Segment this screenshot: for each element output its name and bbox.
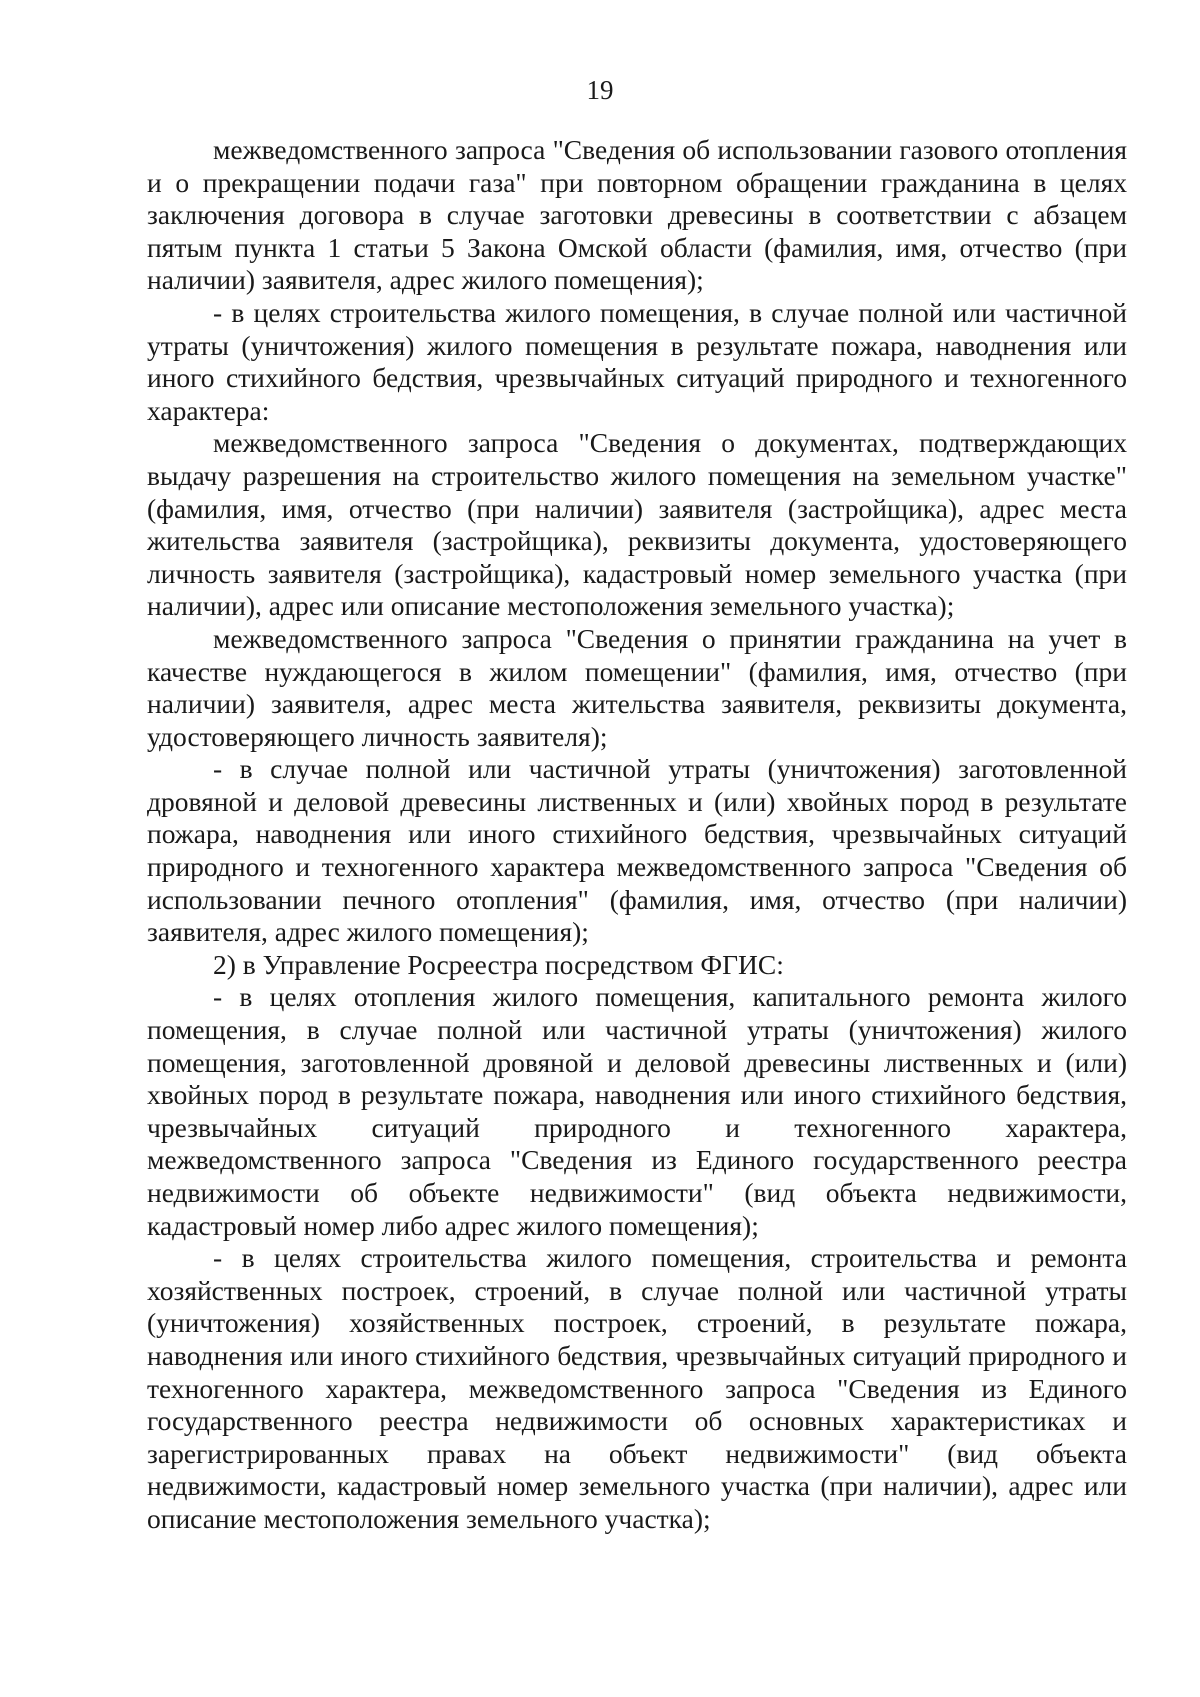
paragraph-building-permit-request: межведомственного запроса "Сведения о документах, подтверждающих выдачу разрешения на строительство жилого помещения на земельном участке" (фамилия, имя, отчество (при наличии) заявителя (застройщика), адрес места жительства заявителя (застройщика), реквизиты документа, удостоверяющего личность заявителя (застройщика), кадастровый номер земельного участка (при наличии), адрес или описание местоположения земельного участка); <box>147 427 1127 622</box>
paragraph-outbuildings-purpose: - в целях строительства жилого помещения, строительства и ремонта хозяйственных построек, строений, в случае полной или частичной утраты (уничтожения) хозяйственных построек, строений, в результате пожара, наводнения или иного стихийного бедствия, чрезвычайных ситуаций природного и техногенного характера, межведомственного запроса "Сведения из Единого государственного реестра недвижимости об основных характеристиках и зарегистрированных правах на объект недвижимости" (вид объекта недвижимости, кадастровый номер земельного участка (при наличии), адрес или описание местоположения земельного участка); <box>147 1242 1127 1534</box>
paragraph-heating-repair-purpose: - в целях отопления жилого помещения, капитального ремонта жилого помещения, в случае полной или частичной утраты (уничтожения) жилого помещения, заготовленной дровяной и деловой древесины лиственных и (или) хвойных пород в результате пожара, наводнения или иного стихийного бедствия, чрезвычайных ситуаций природного и техногенного характера, межведомственного запроса "Сведения из Единого государственного реестра недвижимости об объекте недвижимости" (вид объекта недвижимости, кадастровый номер либо адрес жилого помещения); <box>147 981 1127 1241</box>
document-body <box>147 134 1127 1536</box>
paragraph-construction-purpose: - в целях строительства жилого помещения, в случае полной или частичной утраты (уничтожения) жилого помещения в результате пожара, наводнения или иного стихийного бедствия, чрезвычайных ситуаций природного и техногенного характера: <box>147 296 1127 426</box>
paragraph-timber-loss: - в случае полной или частичной утраты (уничтожения) заготовленной дровяной и деловой древесины лиственных и (или) хвойных пород в результате пожара, наводнения или иного стихийного бедствия, чрезвычайных ситуаций природного и техногенного характера межведомственного запроса "Сведения об использовании печного отопления" (фамилия, имя, отчество (при наличии) заявителя, адрес жилого помещения); <box>147 753 1127 948</box>
paragraph-gas-heating-request: межведомственного запроса "Сведения об использовании газового отопления и о прекращении подачи газа" при повторном обращении гражданина в целях заключения договора в случае заготовки древесины в соответствии с абзацем пятым пункта 1 статьи 5 Закона Омской области (фамилия, имя, отчество (при наличии) заявителя, адрес жилого помещения); <box>147 134 1127 296</box>
page-number: 19 <box>586 75 614 105</box>
paragraph-housing-registry-request: межведомственного запроса "Сведения о принятии гражданина на учет в качестве нуждающегося в жилом помещении" (фамилия, имя, отчество (при наличии) заявителя, адрес места жительства заявителя, реквизиты документа, удостоверяющего личность заявителя); <box>147 622 1127 752</box>
paragraph-rosreestr-heading: 2) в Управление Росреестра посредством ФГИС: <box>213 948 784 980</box>
